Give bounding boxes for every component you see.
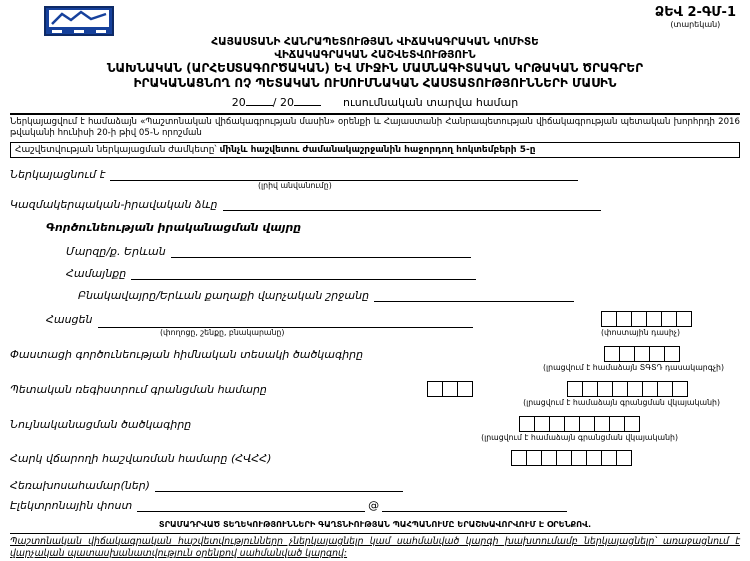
settlement-label: Բնակավայրը/Երևան քաղաքի վարչական շրջանը	[78, 288, 370, 302]
register-number-boxes-group2[interactable]	[567, 381, 688, 397]
code-box[interactable]	[567, 381, 583, 397]
register-number-hint: (լրացվում է համաձայն գրանցման վկայականի)	[523, 397, 720, 407]
code-box[interactable]	[664, 346, 680, 362]
register-number-row	[10, 381, 740, 398]
phone-row	[10, 477, 740, 492]
presenter-hint-row	[10, 181, 740, 191]
activity-code-boxes[interactable]	[604, 346, 680, 362]
code-box[interactable]	[676, 311, 692, 327]
code-box[interactable]	[661, 311, 677, 327]
id-code-row	[10, 416, 740, 433]
code-box[interactable]	[649, 346, 665, 362]
presenter-hint: (լրիվ անվանումը)	[258, 180, 332, 190]
tin-boxes[interactable]	[511, 450, 632, 466]
code-box[interactable]	[579, 416, 595, 432]
settlement-input-line[interactable]	[374, 289, 574, 302]
legal-form-label: Կազմակերպական-իրավական ձևը	[10, 197, 218, 211]
code-box[interactable]	[657, 381, 673, 397]
register-number-label: Պետական ռեգիստրում գրանցման համարը	[10, 382, 267, 396]
email-label: Էլեկտրոնային փոստ	[10, 498, 133, 512]
form-code: ՁԵՎ 2-ԳՄ-1	[654, 5, 736, 20]
code-box[interactable]	[457, 381, 473, 397]
code-box[interactable]	[526, 450, 542, 466]
code-box[interactable]	[594, 416, 610, 432]
code-box[interactable]	[631, 311, 647, 327]
confidentiality-note: ՏՐԱՄԱԴՐՎԱԾ ՏԵՂԵԿՈՒԹՅՈՒՆՆԵՐԻ ԳԱՂՏՆԻՈՒԹՅԱՆ ՊԱՀՊԱՆՈՒՄԸ ԵՐԱՇԽԱՎՈՐՎՈՒՄ Է ՕՐԵՆՔՈՎ.	[158, 518, 592, 529]
register-number-hint-row	[10, 398, 740, 408]
code-box[interactable]	[556, 450, 572, 466]
code-box[interactable]	[612, 381, 628, 397]
activity-code-hint-row	[10, 363, 740, 373]
region-label: Մարզը/ք. Երևան	[66, 244, 166, 258]
community-label: Համայնքը	[66, 266, 127, 280]
email-local-input-line[interactable]	[137, 499, 365, 512]
code-box[interactable]	[604, 346, 620, 362]
postal-code-boxes[interactable]	[601, 311, 692, 327]
id-code-hint-row	[10, 433, 740, 443]
form-code-block	[655, 6, 736, 29]
email-domain-input-line[interactable]	[382, 499, 567, 512]
code-box[interactable]	[571, 450, 587, 466]
code-box[interactable]	[597, 381, 613, 397]
register-number-boxes-group1[interactable]	[427, 381, 473, 397]
region-input-line[interactable]	[171, 245, 471, 258]
code-box[interactable]	[634, 346, 650, 362]
tin-row	[10, 450, 740, 467]
code-box[interactable]	[601, 311, 617, 327]
email-at-sign: @	[368, 498, 380, 512]
phone-label: Հեռախոսահամար(ներ)	[10, 478, 150, 492]
code-box[interactable]	[442, 381, 458, 397]
code-box[interactable]	[534, 416, 550, 432]
code-box[interactable]	[616, 450, 632, 466]
legal-form-input-line[interactable]	[223, 198, 601, 211]
year-prefix: 20	[231, 96, 246, 110]
form-title-line2: ԻՐԱԿԱՆԱՑՆՈՂ ՈՉ ՊԵՏԱԿԱՆ ՈՒՍՈՒՄՆԱԿԱՆ ՀԱՍՏԱՏՈՒԹՅՈՒՆՆԵՐԻ ՄԱՍԻՆ	[133, 76, 617, 91]
code-box[interactable]	[511, 450, 527, 466]
presenter-row	[10, 166, 740, 181]
code-box[interactable]	[627, 381, 643, 397]
address-row	[46, 311, 740, 328]
year-mid: / 20	[272, 96, 294, 110]
code-box[interactable]	[672, 381, 688, 397]
community-input-line[interactable]	[131, 267, 476, 280]
deadline-row	[10, 142, 740, 158]
year-end-input[interactable]	[294, 94, 321, 106]
code-box[interactable]	[541, 450, 557, 466]
code-box[interactable]	[642, 381, 658, 397]
academic-year-line	[10, 94, 740, 109]
tin-label: Հարկ վճարողի հաշվառման համարը (ՀՎՀՀ)	[10, 451, 272, 465]
code-box[interactable]	[601, 450, 617, 466]
location-section-title: Գործունեության իրականացման վայրը	[46, 220, 302, 234]
code-box[interactable]	[519, 416, 535, 432]
legal-form-row	[10, 196, 740, 211]
phone-input-line[interactable]	[155, 479, 403, 492]
deadline-value: մինչև հաշվետու ժամանակաշրջանին հաջորդող հոկտեմբերի 5-ը	[219, 144, 536, 155]
postal-code-hint: (փոստային դասիչ)	[600, 327, 680, 337]
address-hint-row	[10, 328, 740, 338]
code-box[interactable]	[609, 416, 625, 432]
legal-basis-note: Ներկայացվում է համաձայն «Պաշտոնական վիճակագրության մասին» օրենքի և Հայաստանի Հանրապետության վիճակագրության պետական խորհրդի 2016 թվականի հունիսի 20-ի թիվ 05-Ն որոշման	[10, 117, 740, 138]
activity-code-row	[10, 346, 740, 363]
code-box[interactable]	[586, 450, 602, 466]
code-box[interactable]	[616, 311, 632, 327]
code-box[interactable]	[582, 381, 598, 397]
top-row	[10, 6, 740, 36]
code-box[interactable]	[549, 416, 565, 432]
deadline-label: Հաշվետվության ներկայացման ժամկետը՝	[15, 144, 217, 155]
liability-note: Պաշտոնական վիճակագրական հաշվետվությունները չներկայացնելը կամ սահմանված կարգի խախտումամբ ներկայացնելը՝ առաջացնում է վարչական պատասխանատվություն օրենքով սահմանված կարգով:	[10, 533, 740, 561]
activity-code-label: Փաստացի գործունեության հիմնական տեսակի ծածկագիրը	[10, 347, 364, 361]
address-input-line[interactable]	[98, 315, 473, 328]
region-row	[66, 243, 740, 258]
code-box[interactable]	[624, 416, 640, 432]
form-header	[10, 36, 740, 109]
header-divider	[10, 113, 740, 115]
community-row	[66, 265, 740, 280]
code-box[interactable]	[646, 311, 662, 327]
address-hint: (փողոցը, շենքը, բնակարանը)	[160, 327, 285, 337]
code-box[interactable]	[564, 416, 580, 432]
address-label: Հասցեն	[46, 312, 93, 326]
form-title-line1: ՆԱԽՆԱԿԱՆ (ԱՐՀԵՍՏԱԳՈՐԾԱԿԱՆ) ԵՎ ՄԻՋԻՆ ՄԱՍՆԱԳԻՏԱԿԱՆ ԿՐԹԱԿԱՆ ԾՐԱԳՐԵՐ	[106, 61, 644, 76]
id-code-label: Նույնականացման ծածկագիրը	[10, 417, 192, 431]
id-code-boxes[interactable]	[519, 416, 640, 432]
form-periodicity: (տարեկան)	[670, 20, 721, 30]
armstat-chart-logo-icon	[44, 6, 114, 36]
id-code-hint: (լրացվում է համաձայն գրանցման վկայականի)	[481, 432, 678, 442]
presenter-label: Ներկայացնում է	[10, 167, 106, 181]
code-box[interactable]	[427, 381, 443, 397]
armstat-logo	[44, 6, 114, 40]
code-box[interactable]	[619, 346, 635, 362]
presenter-input-line[interactable]	[110, 168, 578, 181]
report-type: ՎԻՃԱԿԱԳՐԱԿԱՆ ՀԱՇՎԵՏՎՈՒԹՅՈՒՆ	[274, 48, 476, 61]
settlement-row	[78, 287, 740, 302]
year-suffix: ուսումնական տարվա համար	[342, 96, 519, 110]
year-start-input[interactable]	[246, 94, 273, 106]
committee-name: ՀԱՅԱՍՏԱՆԻ ՀԱՆՐԱՊԵՏՈՒԹՅԱՆ ՎԻՃԱԿԱԳՐԱԿԱՆ ԿՈՄԻՏԵ	[211, 36, 539, 48]
activity-code-hint: (լրացվում է համաձայն ՏԳՏԴ դասակարգչի)	[542, 362, 724, 372]
email-row	[10, 497, 740, 512]
